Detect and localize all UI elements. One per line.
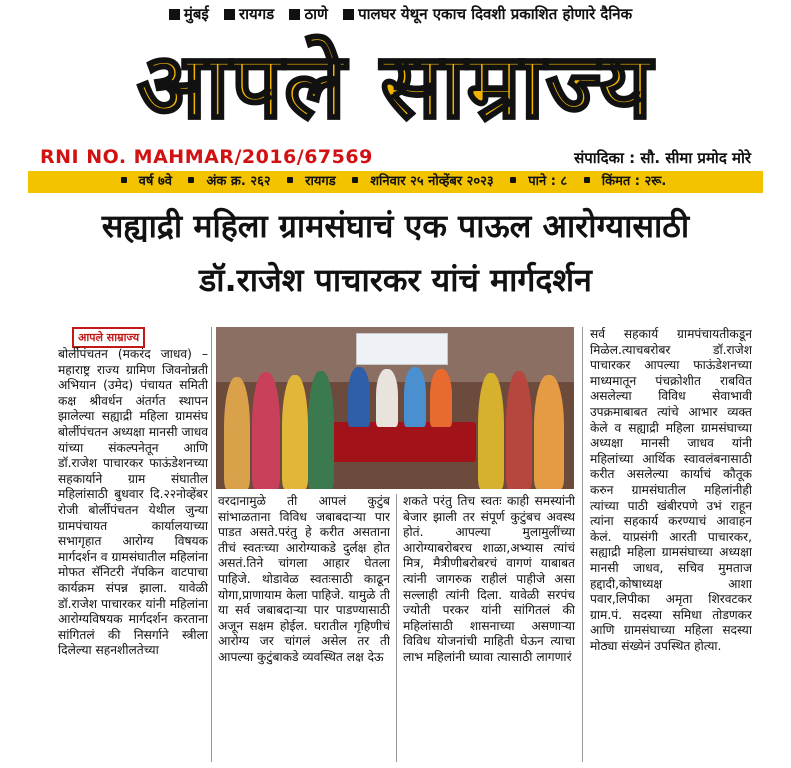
city-palghar-note: पालघर येथून एकाच दिवशी प्रकाशित होणारे दैनिक [358,5,633,23]
bullet-icon [510,177,516,183]
photo-person [252,372,280,489]
issue-info-bar [28,171,763,193]
event-photo [216,327,574,489]
column-divider [582,327,583,762]
article-text-1: बोर्लीपंचतन (मकरंद जाधव) – महाराष्ट्र राज्य ग्रामिण जिवनोन्नती अभियान (उमेद) पंचायत समिती कक्ष श्रीवर्धन अंतर्गत स्थापन झालेल्या सह्याद्री महिला ग्रामसंघ बोर्लीपंचतन अध्यक्षा मानसी जाधव यांच्या संकल्पनेतून आणि डॉ.राजेश पाचारकर फाऊंडेशनच्या सहकार्याने ग्राम संघातील महिलांसाठी बुधवार दि.२२नोव्हेंबर रोजी बोर्लीपंचतन येथील जुन्या ग्रामपंचायत कार्यालयाच्या सभागृहात आरोग्य विषयक मार्गदर्शन व ग्रामसंघातील महिलांना मोफत सॅनिटरी नॅपकिन वाटपाचा कार्यक्रम संपन्न झाला. यावेळी डॉ.राजेश पाचारकर यांनी महिलांना आरोग्यविषयक मार्गदर्शन करताना सांगितलं की निसर्गाने स्त्रीला दिलेल्या सहनशीलतेच्या [58,347,208,658]
issue-number: अंक क्र. २६२ [206,174,271,189]
bullet-icon [352,177,358,183]
issue-pages: पाने : ८ [528,174,568,189]
source-tag: आपले साम्राज्य [72,327,145,348]
headline-line-1: सह्याद्री महिला ग्रामसंघाचं एक पाऊल आरोग्यासाठी [101,207,690,245]
bullet-icon [584,177,590,183]
headline-line-2: डॉ.राजेश पाचारकर यांचं मार्गदर्शन [199,261,592,299]
photo-person [430,369,452,427]
issue-date: शनिवार २५ नोव्हेंबर २०२३ [370,174,494,189]
photo-person [478,373,504,489]
photo-person [404,367,426,427]
column-divider [211,327,212,762]
bullet-square-icon [224,9,235,20]
city-raigad: रायगड [239,5,275,23]
photo-person [282,375,308,489]
article-text-2: वरदानामुळे ती आपलं कुटुंब सांभाळताना विविध जबाबदाऱ्या पार पाडत असते.परंतु हे करीत असताना तीचं स्वतःच्या आरोग्याकडे दुर्लक्ष होत असतं.तिने चांगला आहार घेतला पाहिजे. थोडावेळ स्वतःसाठी काढून योगा,प्राणायाम केला पाहिजे. यामुळे ती या सर्व जबाबदाऱ्या पार पाडण्यासाठी अजून सक्षम होईल. घरातील गृहिणीचं आरोग्य जर चांगलं असेल तर ती आपल्या कुटुंबाकडे व्यवस्थित लक्ष देऊ [218,494,390,664]
photo-person [534,375,564,489]
city-thane: ठाणे [304,5,328,23]
photo-person [376,369,398,427]
issue-year: वर्ष ७वे [138,174,172,189]
issue-price: किंमत : २रू. [601,174,667,189]
distribution-line [0,4,791,30]
bullet-icon [121,177,127,183]
article-text-4: सर्व सहकार्य ग्रामपंचायतीकडून मिळेल.त्याचबरोबर डॉ.राजेश पाचारकर आपल्या फाऊंडेशनच्या माध्यमातून पंचक्रोशीत राबवित असलेल्या विविध सेवाभावी उपक्रमाबाबत त्यांचे आभार व्यक्त केले व सह्याद्री महिला ग्रामसंघाच्या अध्यक्षा मानसी जाधव यांनी महिलांच्या आर्थिक स्वावलंबनासाठी करीत असलेल्या कार्याचं कौतूक करुन ग्रामसंघातील महिलांनीही त्यांच्या पाठी खंबीरपणे उभं राहून त्यांना सहकार्य करण्याचं आवाहन केलं. याप्रसंगी आरती पाचारकर, सह्याद्री महिला ग्रामसंघाच्या अध्यक्षा मानसी जाधव, सचिव मुमताज हद्दादी,कोषाध्यक्ष आशा पवार,लिपीका अमृता शिरवटकर ग्राम.पं. सदस्या समिधा तोडणकर आणि ग्रामसंघाच्या महिला सदस्या मोठ्या संख्येनं उपस्थित होत्या. [590,327,752,653]
rni-number: RNI NO. MAHMAR/2016/67569 [40,146,373,168]
bullet-square-icon [169,9,180,20]
article-column-3 [403,494,575,762]
photo-person [308,371,334,489]
photo-person [224,377,250,489]
photo-table [326,422,476,462]
bullet-square-icon [343,9,354,20]
bullet-icon [287,177,293,183]
city-mumbai: मुंबई [183,5,209,23]
column-divider [396,494,397,762]
editor-credit: संपादिका : सौ. सीमा प्रमोद मोरे [574,149,751,167]
article-text-3: शकते परंतु तिच स्वतः काही समस्यांनी बेजार झाली तर संपूर्ण कुटुंबच अवस्थ होतं. आपल्या मुलामुलींच्या आरोग्याबरोबरच शाळा,अभ्यास त्यांचं मित्र, मैत्रीणीबरोबरचं वागणं याबाबत त्यांनी जागरुक राहीलं पाहीजे असा सल्लाही त्यांनी दिला. यावेळी सरपंच ज्योती परकर यांनी सांगितलं की महिलांसाठी शासनाच्या असणाऱ्या विविध योजनांची माहिती घेऊन त्याचा लाभ महिलांनी घ्यावा त्यासाठी लागणारं [403,494,575,664]
issue-place: रायगड [305,174,336,189]
article-column-1 [58,347,208,762]
photo-person [506,371,532,489]
bullet-icon [188,177,194,183]
bullet-square-icon [289,9,300,20]
newspaper-masthead: आपले साम्राज्य [137,33,654,139]
article-column-4 [590,327,752,762]
article-column-2 [218,494,390,762]
photo-banner [356,333,448,365]
photo-person [348,367,370,427]
